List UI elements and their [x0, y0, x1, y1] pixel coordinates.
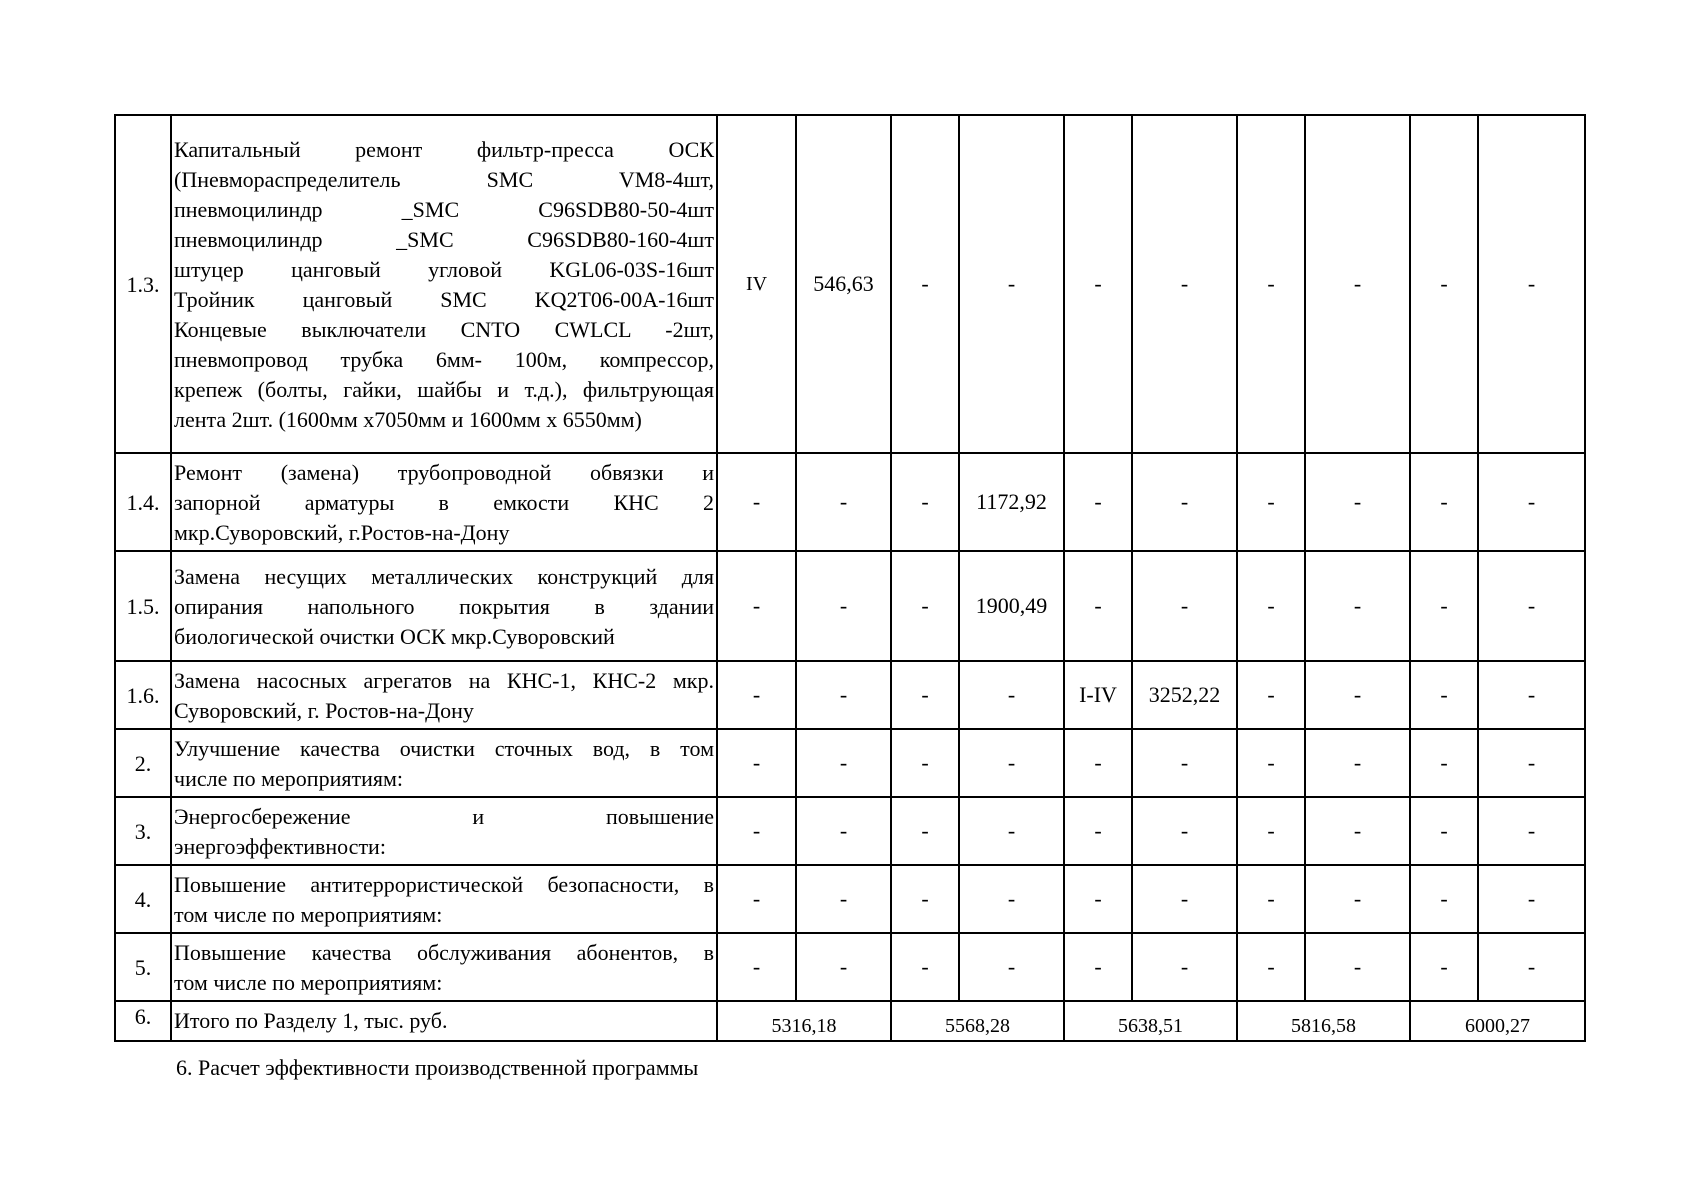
description-line: крепеж (болты, гайки, шайбы и т.д.), фильтрующая	[174, 377, 714, 402]
investment-program-table	[114, 114, 1586, 1042]
description-line: том числе по мероприятиям:	[174, 970, 443, 995]
description-line: Замена несущих металлических конструкций для	[174, 564, 714, 589]
description-line: пневмоцилиндр _SMC C96SDB80-50-4шт	[174, 197, 714, 222]
value-cell: -	[717, 551, 796, 661]
value-cell: -	[1132, 453, 1237, 551]
row-number: 4.	[115, 865, 171, 933]
value-cell: -	[1064, 453, 1132, 551]
value-cell: -	[1478, 797, 1585, 865]
value-cell: -	[796, 933, 891, 1001]
row-number: 1.3.	[115, 115, 171, 453]
row-description	[171, 661, 717, 729]
table-row	[115, 115, 1585, 453]
description-line: Концевые выключатели CNTO CWLCL -2шт,	[174, 317, 714, 342]
value-cell: -	[1410, 797, 1478, 865]
table-row	[115, 661, 1585, 729]
value-cell: -	[959, 661, 1064, 729]
value-cell: -	[891, 865, 959, 933]
total-value: 5638,51	[1064, 1001, 1237, 1041]
value-cell: 546,63	[796, 115, 891, 453]
row-description	[171, 865, 717, 933]
row-number: 2.	[115, 729, 171, 797]
value-cell: -	[1410, 865, 1478, 933]
value-cell: -	[891, 729, 959, 797]
value-cell: -	[1305, 661, 1410, 729]
row-description	[171, 453, 717, 551]
value-cell: -	[1064, 729, 1132, 797]
value-cell: -	[1410, 115, 1478, 453]
value-cell: -	[1410, 933, 1478, 1001]
value-cell: -	[717, 729, 796, 797]
value-cell: -	[1132, 797, 1237, 865]
value-cell: 1900,49	[959, 551, 1064, 661]
value-cell: -	[1478, 453, 1585, 551]
description-line: биологической очистки ОСК мкр.Суворовский	[174, 624, 615, 649]
description-line: мкр.Суворовский, г.Ростов-на-Дону	[174, 520, 510, 545]
description-line: числе по мероприятиям:	[174, 766, 404, 791]
row-description	[171, 797, 717, 865]
description-line: Суворовский, г. Ростов-на-Дону	[174, 698, 474, 723]
value-cell: -	[1237, 865, 1305, 933]
value-cell: -	[1478, 729, 1585, 797]
value-cell: 1172,92	[959, 453, 1064, 551]
value-cell: -	[1237, 661, 1305, 729]
value-cell: -	[1478, 115, 1585, 453]
description-line: Повышение качества обслуживания абонентов, в	[174, 940, 714, 965]
value-cell: -	[1064, 115, 1132, 453]
row-description	[171, 551, 717, 661]
total-value: 5568,28	[891, 1001, 1064, 1041]
row-number: 6.	[115, 1001, 171, 1041]
value-cell: -	[1478, 933, 1585, 1001]
value-cell: -	[1064, 797, 1132, 865]
description-line: том числе по мероприятиям:	[174, 902, 443, 927]
value-cell: -	[1305, 933, 1410, 1001]
value-cell: IV	[717, 115, 796, 453]
description-line: запорной арматуры в емкости КНС 2	[174, 490, 714, 515]
value-cell: -	[717, 661, 796, 729]
description-line: пневмоцилиндр _SMC C96SDB80-160-4шт	[174, 227, 714, 252]
value-cell: -	[891, 115, 959, 453]
description-line: опирания напольного покрытия в здании	[174, 594, 714, 619]
value-cell: -	[796, 865, 891, 933]
value-cell: -	[1064, 933, 1132, 1001]
value-cell: -	[1064, 551, 1132, 661]
description-line: Капитальный ремонт фильтр-пресса ОСК	[174, 137, 714, 162]
value-cell: -	[1305, 797, 1410, 865]
description-line: (Пневмораспределитель SMC VM8-4шт,	[174, 167, 714, 192]
value-cell: -	[796, 551, 891, 661]
description-line: штуцер цанговый угловой KGL06-03S-16шт	[174, 257, 714, 282]
value-cell: -	[959, 933, 1064, 1001]
value-cell: -	[1305, 865, 1410, 933]
row-description	[171, 729, 717, 797]
value-cell: -	[1237, 729, 1305, 797]
value-cell: -	[1410, 453, 1478, 551]
value-cell: -	[1064, 865, 1132, 933]
row-number: 1.4.	[115, 453, 171, 551]
value-cell: -	[1237, 933, 1305, 1001]
row-number: 1.6.	[115, 661, 171, 729]
total-row	[115, 1001, 1585, 1041]
value-cell: -	[1237, 551, 1305, 661]
value-cell: -	[1132, 729, 1237, 797]
table-row	[115, 453, 1585, 551]
value-cell: -	[891, 933, 959, 1001]
value-cell: -	[1305, 453, 1410, 551]
description-line: пневмопровод трубка 6мм- 100м, компрессор,	[174, 347, 714, 372]
value-cell: -	[717, 797, 796, 865]
value-cell: -	[717, 865, 796, 933]
total-label: Итого по Разделу 1, тыс. руб.	[171, 1001, 717, 1041]
description-line: лента 2шт. (1600мм х7050мм и 1600мм х 6550мм)	[174, 407, 642, 432]
description-line: Повышение антитеррористической безопасности, в	[174, 872, 714, 897]
value-cell: -	[1132, 933, 1237, 1001]
value-cell: 3252,22	[1132, 661, 1237, 729]
value-cell: -	[1305, 551, 1410, 661]
row-number: 1.5.	[115, 551, 171, 661]
value-cell: -	[1305, 115, 1410, 453]
description-line: Энергосбережение и повышение	[174, 804, 714, 829]
row-description	[171, 933, 717, 1001]
value-cell: -	[796, 729, 891, 797]
description-line: Улучшение качества очистки сточных вод, в том	[174, 736, 714, 761]
value-cell: -	[891, 797, 959, 865]
section-heading: 6. Расчет эффективности производственной программы	[176, 1055, 699, 1080]
value-cell: -	[1132, 865, 1237, 933]
value-cell: -	[796, 453, 891, 551]
description-line: энергоэффективности:	[174, 834, 386, 859]
table-row	[115, 933, 1585, 1001]
value-cell: -	[959, 797, 1064, 865]
total-value: 5316,18	[717, 1001, 891, 1041]
value-cell: -	[796, 797, 891, 865]
value-cell: -	[1410, 729, 1478, 797]
value-cell: -	[891, 551, 959, 661]
value-cell: -	[959, 115, 1064, 453]
value-cell: -	[1410, 661, 1478, 729]
value-cell: -	[1478, 661, 1585, 729]
value-cell: -	[891, 453, 959, 551]
table-row	[115, 551, 1585, 661]
value-cell: -	[959, 729, 1064, 797]
value-cell: -	[1305, 729, 1410, 797]
total-value: 5816,58	[1237, 1001, 1410, 1041]
value-cell: -	[1237, 797, 1305, 865]
value-cell: -	[796, 661, 891, 729]
row-number: 3.	[115, 797, 171, 865]
value-cell: -	[1478, 551, 1585, 661]
row-description	[171, 115, 717, 453]
table-body	[115, 115, 1585, 1041]
value-cell: I-IV	[1064, 661, 1132, 729]
table-row	[115, 797, 1585, 865]
description-line: Замена насосных агрегатов на КНС-1, КНС-2 мкр.	[174, 668, 714, 693]
value-cell: -	[1478, 865, 1585, 933]
total-value: 6000,27	[1410, 1001, 1585, 1041]
value-cell: -	[1132, 551, 1237, 661]
value-cell: -	[717, 453, 796, 551]
table-row	[115, 729, 1585, 797]
description-line: Тройник цанговый SMC KQ2T06-00A-16шт	[174, 287, 714, 312]
row-number: 5.	[115, 933, 171, 1001]
value-cell: -	[1237, 115, 1305, 453]
value-cell: -	[1237, 453, 1305, 551]
value-cell: -	[1410, 551, 1478, 661]
value-cell: -	[959, 865, 1064, 933]
table-row	[115, 865, 1585, 933]
value-cell: -	[1132, 115, 1237, 453]
description-line: Ремонт (замена) трубопроводной обвязки и	[174, 460, 714, 485]
value-cell: -	[717, 933, 796, 1001]
value-cell: -	[891, 661, 959, 729]
